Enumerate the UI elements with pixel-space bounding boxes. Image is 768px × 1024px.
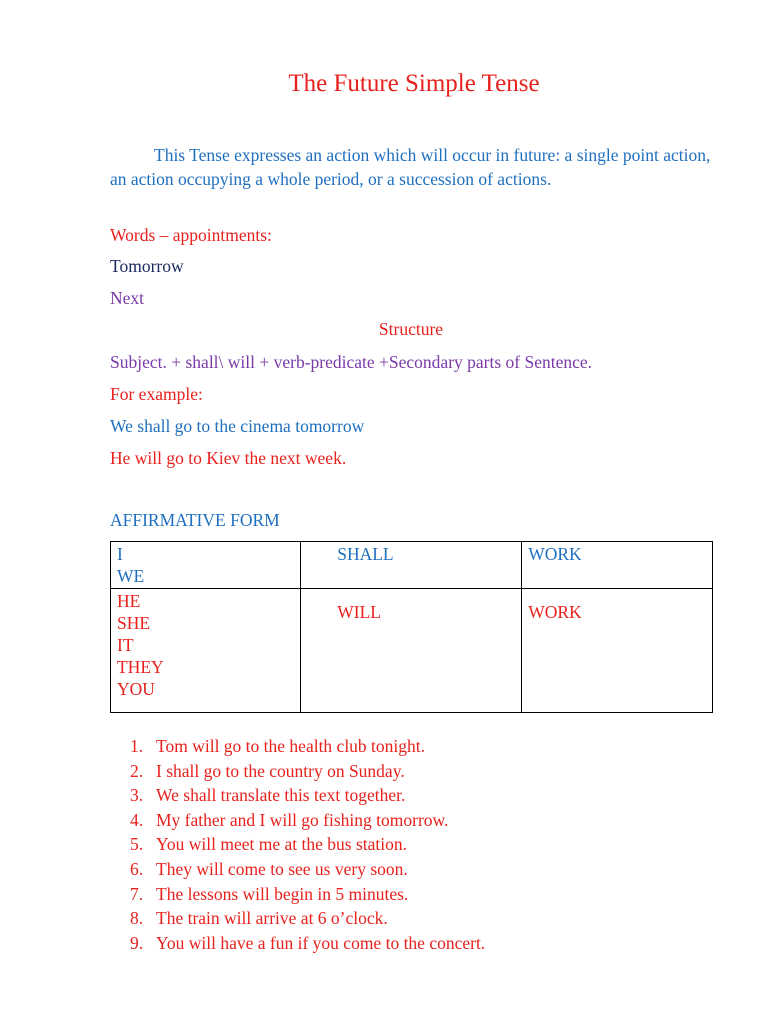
pronoun: THEY <box>117 657 164 677</box>
list-item <box>130 808 485 833</box>
list-text: They will come to see us very soon. <box>156 858 408 879</box>
example-sentence-2: He will go to Kiev the next week. <box>110 448 347 468</box>
list-text: I shall go to the country on Sunday. <box>156 760 405 781</box>
pronoun: SHE <box>117 613 151 633</box>
list-number: 6. <box>130 858 144 879</box>
intro-paragraph: This Tense expresses an action which will occur in future: a single point action, an action occupying a whole period, or a succession of actions. <box>110 145 711 189</box>
list-number: 7. <box>130 883 144 904</box>
aux-cell: WILL <box>301 589 522 713</box>
list-item <box>130 783 485 808</box>
word-next: Next <box>110 288 145 308</box>
structure-formula: Subject. + shall\ will + verb-predicate +Secondary parts of Sentence. <box>110 352 593 372</box>
list-number: 4. <box>130 809 144 830</box>
list-text: My father and I will go fishing tomorrow. <box>156 809 449 830</box>
table-row <box>111 542 713 589</box>
verb-cell: WORK <box>522 542 713 589</box>
pronoun: HE <box>117 591 141 611</box>
list-number: 5. <box>130 834 144 855</box>
list-text: You will have a fun if you come to the concert. <box>156 932 486 953</box>
list-text: We shall translate this text together. <box>156 785 406 806</box>
pronoun: WE <box>117 566 145 586</box>
example-sentence-list <box>130 734 485 955</box>
word-tomorrow: Tomorrow <box>110 256 184 276</box>
list-number: 3. <box>130 785 144 806</box>
list-number: 1. <box>130 736 144 756</box>
list-text: Tom will go to the health club tonight. <box>156 736 426 756</box>
words-heading: Words – appointments: <box>110 225 272 245</box>
structure-heading: Structure <box>378 319 444 339</box>
list-number: 8. <box>130 908 144 929</box>
example-heading: For example: <box>110 384 203 404</box>
list-item <box>130 931 485 956</box>
verb-cell: WORK <box>522 589 713 713</box>
affirmative-heading: AFFIRMATIVE FORM <box>110 510 280 530</box>
list-text: The lessons will begin in 5 minutes. <box>156 883 409 904</box>
list-item <box>130 734 485 759</box>
aux-cell: SHALL <box>301 542 522 589</box>
list-item <box>130 759 485 784</box>
pronoun: I <box>117 544 123 564</box>
example-sentence-1: We shall go to the cinema tomorrow <box>110 416 365 436</box>
list-number: 2. <box>130 760 144 781</box>
pronoun: IT <box>117 635 134 655</box>
list-text: You will meet me at the bus station. <box>156 834 407 855</box>
pronoun: YOU <box>117 679 155 699</box>
list-item <box>130 906 485 931</box>
pronoun-cell <box>111 589 301 713</box>
list-item <box>130 857 485 882</box>
page-title: The Future Simple Tense <box>288 70 540 97</box>
list-number: 9. <box>130 932 144 953</box>
list-item <box>130 882 485 907</box>
table-row <box>111 589 713 713</box>
affirmative-table <box>110 541 713 713</box>
pronoun-cell <box>111 542 301 589</box>
list-item <box>130 832 485 857</box>
list-text: The train will arrive at 6 o’clock. <box>156 908 388 929</box>
